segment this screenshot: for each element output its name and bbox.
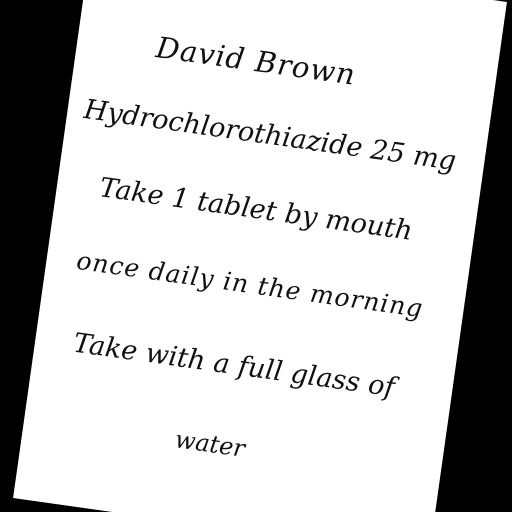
instruction-line-3: Take with a full glass of xyxy=(71,327,397,404)
instruction-line-1: Take 1 tablet by mouth xyxy=(97,172,415,247)
instruction-line-4: water xyxy=(173,425,247,463)
instruction-line-2: once daily in the morning xyxy=(74,245,426,324)
patient-name: David Brown xyxy=(154,30,358,92)
medication-name: Hydrochlorothiazide 25 mg xyxy=(82,94,458,177)
